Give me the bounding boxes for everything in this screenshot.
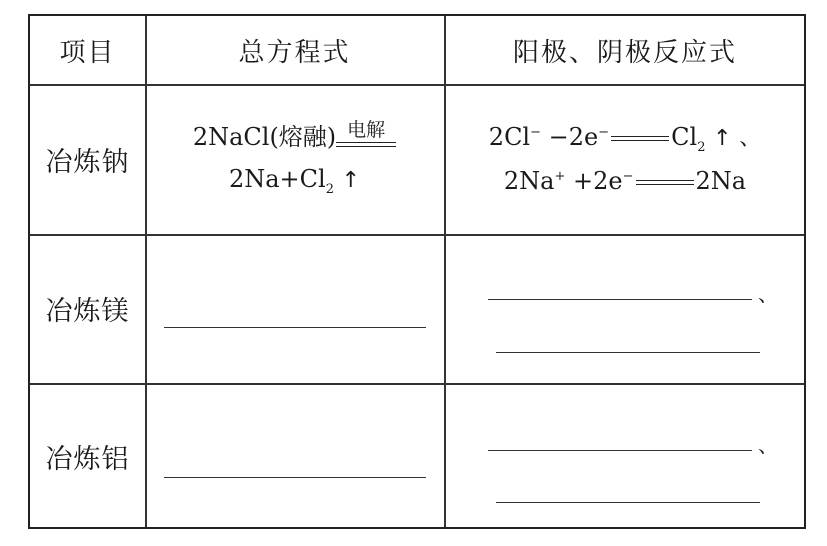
table-frame [28,14,806,529]
total-equation-sodium [145,84,444,234]
total-equation-blank-aluminum[interactable] [164,477,426,478]
electrolysis-condition [336,118,396,156]
electrode-equations-sodium [444,84,806,234]
anode-electrons: −2e [541,122,599,151]
header-item: 项目 [59,37,116,68]
anode-double-equals-sign [611,136,669,141]
header-electrode-equations: 阳极、阴极反应式 [512,37,737,68]
cathode-charge-1: + [554,169,566,185]
total-equation-line-2 [229,160,360,201]
product-subscript: 2 [325,181,334,197]
aluminum-separator: 、 [758,433,778,457]
anode-separator: 、 [739,125,762,151]
magnesium-separator: 、 [758,282,778,306]
anode-reactant: 2Cl [488,122,531,151]
row-label-magnesium: 冶炼镁 [45,296,130,327]
double-equals-sign [336,142,396,147]
anode-product-subscript: 2 [697,139,706,155]
total-equation-line-1 [193,118,396,156]
anode-equation-blank-aluminum[interactable] [488,450,752,451]
anode-charge-2: − [598,124,610,140]
anode-product: Cl [671,122,698,151]
anode-charge-1: − [530,124,542,140]
cathode-electrons: +2e [565,167,623,196]
row-label-sodium: 冶炼钠 [45,146,130,178]
header-total-equation: 总方程式 [238,37,351,68]
product-text: 2Na+Cl [228,164,326,193]
cathode-reactant: 2Na [503,167,555,196]
anode-equation-blank-magnesium[interactable] [488,299,752,300]
total-equation-blank-magnesium[interactable] [164,327,426,328]
row-divider-1 [30,234,804,236]
cathode-double-equals-sign [636,180,694,185]
row-divider-2 [30,383,804,385]
gas-arrow-icon: ↑ [341,167,361,193]
condition-label: 电解 [347,118,386,141]
cathode-equation [504,162,746,200]
row-label-aluminum: 冶炼铝 [45,443,130,475]
cathode-equation-blank-aluminum[interactable] [496,502,760,503]
anode-gas-arrow-icon: ↑ [713,125,732,151]
anode-equation [489,118,761,159]
reactant-text: 2NaCl(熔融) [192,122,337,151]
cathode-equation-blank-magnesium[interactable] [496,352,760,353]
cathode-product: 2Na [695,167,747,196]
cathode-charge-2: − [622,169,634,185]
